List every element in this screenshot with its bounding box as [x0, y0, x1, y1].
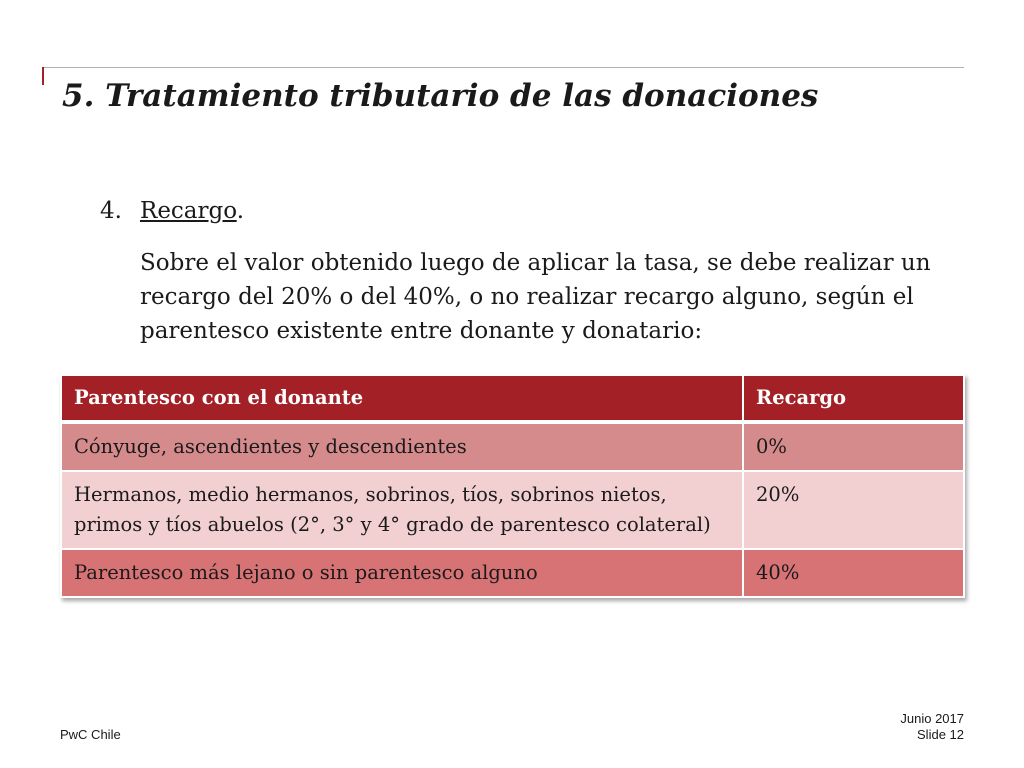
- table-row: [61, 549, 964, 597]
- section-number: 4.: [100, 198, 122, 224]
- header-recargo: Recargo: [743, 375, 964, 422]
- section-heading: [100, 198, 244, 224]
- recargo-table-container: [60, 374, 965, 598]
- cell-recargo: 40%: [743, 549, 964, 597]
- section-suffix: .: [236, 198, 244, 224]
- footer-meta: [900, 711, 964, 743]
- cell-parentesco: Hermanos, medio hermanos, sobrinos, tíos, sobrinos nietos, primos y tíos abuelos (2°, 3° y 4° grado de parentesco colateral): [61, 471, 743, 549]
- header-parentesco: Parentesco con el donante: [61, 375, 743, 422]
- cell-parentesco: Parentesco más lejano o sin parentesco alguno: [61, 549, 743, 597]
- cell-parentesco: Cónyuge, ascendientes y descendientes: [61, 422, 743, 471]
- cell-recargo: 0%: [743, 422, 964, 471]
- footer-date: Junio 2017: [900, 711, 964, 726]
- slide-title: 5. Tratamiento tributario de las donaciones: [62, 78, 819, 114]
- footer-company: PwC Chile: [60, 727, 121, 742]
- table-header-row: [61, 375, 964, 422]
- cell-recargo: 20%: [743, 471, 964, 549]
- top-divider: [42, 67, 964, 68]
- table-row: [61, 422, 964, 471]
- footer-slide-number: Slide 12: [917, 727, 964, 742]
- accent-tick: [42, 67, 44, 85]
- body-paragraph: Sobre el valor obtenido luego de aplicar la tasa, se debe realizar un recargo del 20% o del 40%, o no realizar recargo alguno, según el parentesco existente entre donante y donatario:: [140, 250, 931, 344]
- table-row: [61, 471, 964, 549]
- recargo-table: [60, 374, 965, 598]
- section-label: Recargo: [140, 198, 237, 224]
